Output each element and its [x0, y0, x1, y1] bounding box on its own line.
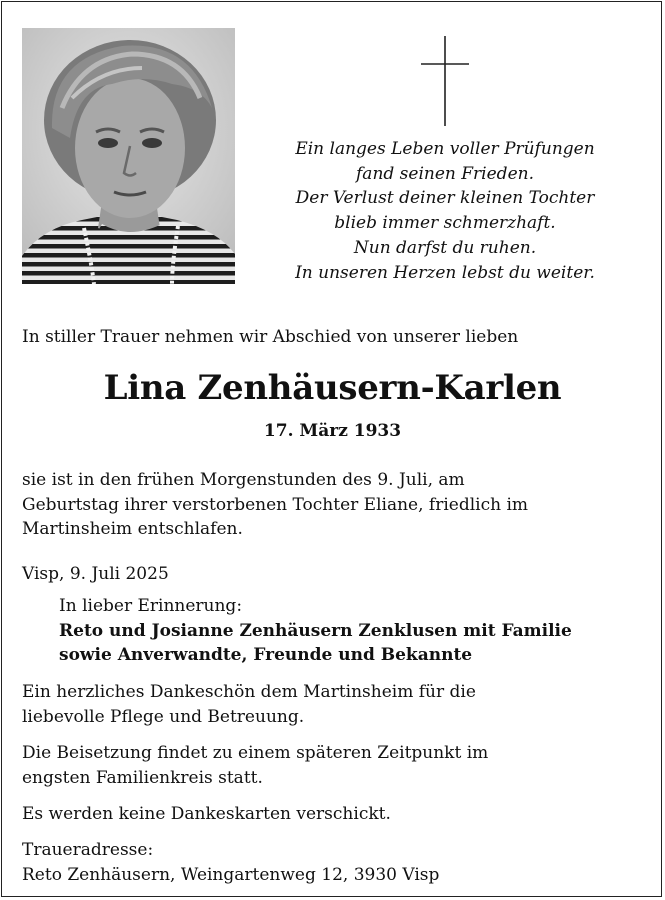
- thanks-line: liebevolle Pflege und Betreuung.: [22, 706, 305, 727]
- place-date: [22, 562, 169, 587]
- address-block: [22, 838, 439, 887]
- place-date-text: Visp, 9. Juli 2025: [22, 564, 169, 584]
- no-cards-line: Es werden keine Dankeskarten verschickt.: [22, 804, 391, 824]
- thanks-text: [22, 680, 476, 729]
- poem: [275, 137, 615, 285]
- address-label: Traueradresse:: [22, 840, 154, 860]
- mourners-line: sowie Anverwandte, Freunde und Bekannte: [59, 645, 473, 665]
- portrait-photo-svg: [22, 28, 235, 284]
- no-cards-text: [22, 802, 391, 827]
- poem-line: Nun darfst du ruhen.: [353, 237, 537, 258]
- cross-icon: [421, 36, 469, 126]
- burial-text: [22, 741, 488, 790]
- deceased-name: Lina Zenhäusern-Karlen: [103, 368, 562, 408]
- thanks-line: Ein herzliches Dankeschön dem Martinsheim für die: [22, 682, 476, 702]
- mourners-line: Reto und Josianne Zenhäusern Zenklusen mit Familie: [59, 620, 572, 641]
- poem-line: blieb immer schmerzhaft.: [334, 213, 556, 234]
- remembrance-block: [59, 594, 572, 668]
- burial-line: engsten Familienkreis statt.: [22, 767, 263, 788]
- intro-text: In stiller Trauer nehmen wir Abschied von unserer lieben: [22, 327, 519, 347]
- burial-line: Die Beisetzung findet zu einem späteren Zeitpunkt im: [22, 743, 489, 763]
- address-value: Reto Zenhäusern, Weingartenweg 12, 3930 Visp: [22, 864, 440, 885]
- announcement-line: sie ist in den frühen Morgenstunden des 9. Juli, am: [22, 470, 465, 490]
- announcement-line: Geburtstag ihrer verstorbenen Tochter Eliane, friedlich im: [22, 494, 529, 515]
- remembrance-label: In lieber Erinnerung:: [59, 596, 243, 616]
- poem-line: Der Verlust deiner kleinen Tochter: [295, 188, 595, 209]
- announcement-line: Martinsheim entschlafen.: [22, 519, 243, 539]
- poem-line: fand seinen Frieden.: [356, 163, 534, 184]
- announcement-text: [22, 468, 528, 542]
- birth-date: 17. März 1933: [263, 421, 402, 441]
- portrait-photo: [22, 28, 235, 284]
- poem-line: In unseren Herzen lebst du weiter.: [295, 262, 595, 283]
- poem-line: Ein langes Leben voller Prüfungen: [295, 139, 595, 159]
